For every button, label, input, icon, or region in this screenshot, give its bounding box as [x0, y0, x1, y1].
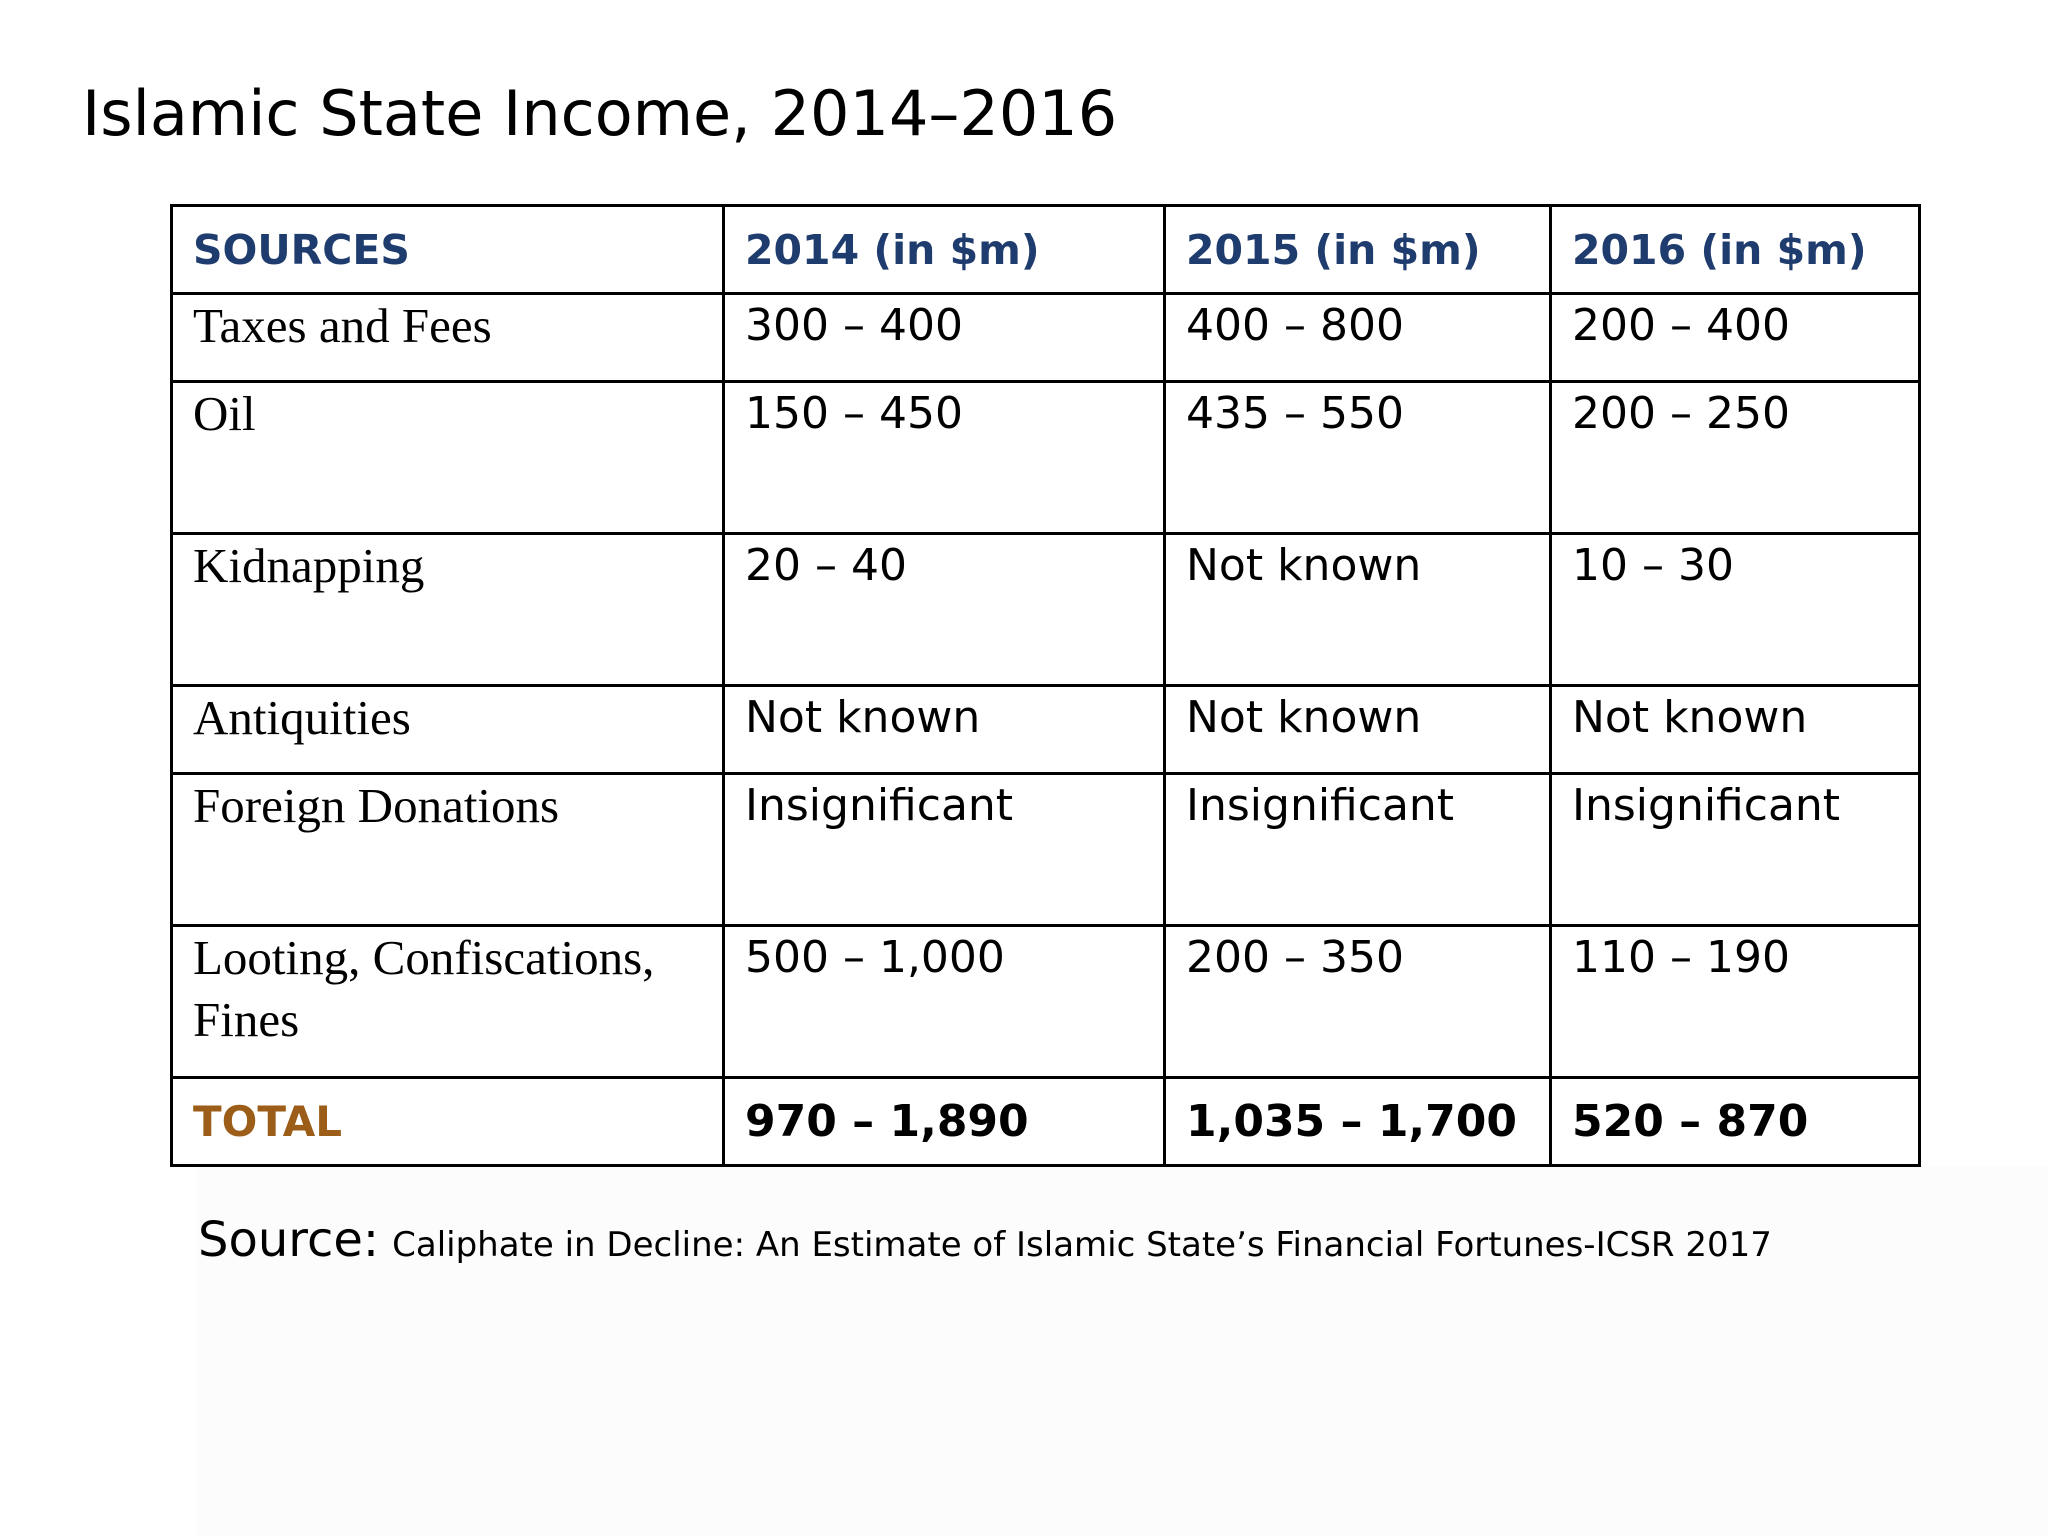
- value-cell-2014: 300 – 400: [724, 294, 1165, 382]
- source-label: Source:: [198, 1212, 380, 1268]
- value-cell-2016: 10 – 30: [1551, 534, 1920, 686]
- value-cell-2014: 500 – 1,000: [724, 926, 1165, 1078]
- header-2016: 2016 (in $m): [1551, 206, 1920, 294]
- source-cell: Looting, Confiscations, Fines: [172, 926, 724, 1078]
- header-2015: 2015 (in $m): [1165, 206, 1551, 294]
- source-text: Caliphate in Decline: An Estimate of Islamic State’s Financial Fortunes-ICSR 2017: [392, 1225, 1772, 1265]
- value-cell-2016: Not known: [1551, 686, 1920, 774]
- value-cell-2015: 200 – 350: [1165, 926, 1551, 1078]
- header-2014: 2014 (in $m): [724, 206, 1165, 294]
- source-cell: Antiquities: [172, 686, 724, 774]
- value-cell-2014: Not known: [724, 686, 1165, 774]
- source-cell: Taxes and Fees: [172, 294, 724, 382]
- value-cell-2015: 435 – 550: [1165, 382, 1551, 534]
- header-sources: SOURCES: [172, 206, 724, 294]
- value-cell-2016: 110 – 190: [1551, 926, 1920, 1078]
- total-label: TOTAL: [172, 1078, 724, 1166]
- table-row: [172, 686, 1920, 774]
- table-row: [172, 774, 1920, 926]
- source-cell: Kidnapping: [172, 534, 724, 686]
- total-value-2015: 1,035 – 1,700: [1165, 1078, 1551, 1166]
- value-cell-2014: 20 – 40: [724, 534, 1165, 686]
- value-cell-2014: 150 – 450: [724, 382, 1165, 534]
- value-cell-2016: 200 – 400: [1551, 294, 1920, 382]
- table-row: [172, 294, 1920, 382]
- table-header-row: [172, 206, 1920, 294]
- source-citation: [198, 1212, 1772, 1268]
- value-cell-2015: Not known: [1165, 534, 1551, 686]
- table-row: [172, 382, 1920, 534]
- value-cell-2014: Insignificant: [724, 774, 1165, 926]
- income-table: [170, 204, 1921, 1167]
- value-cell-2015: Insignificant: [1165, 774, 1551, 926]
- value-cell-2016: 200 – 250: [1551, 382, 1920, 534]
- slide-title: Islamic State Income, 2014–2016: [82, 77, 1118, 150]
- table-row: [172, 926, 1920, 1078]
- total-value-2016: 520 – 870: [1551, 1078, 1920, 1166]
- value-cell-2015: 400 – 800: [1165, 294, 1551, 382]
- source-cell: Foreign Donations: [172, 774, 724, 926]
- table-row: [172, 534, 1920, 686]
- source-cell: Oil: [172, 382, 724, 534]
- total-value-2014: 970 – 1,890: [724, 1078, 1165, 1166]
- table-total-row: [172, 1078, 1920, 1166]
- value-cell-2015: Not known: [1165, 686, 1551, 774]
- value-cell-2016: Insignificant: [1551, 774, 1920, 926]
